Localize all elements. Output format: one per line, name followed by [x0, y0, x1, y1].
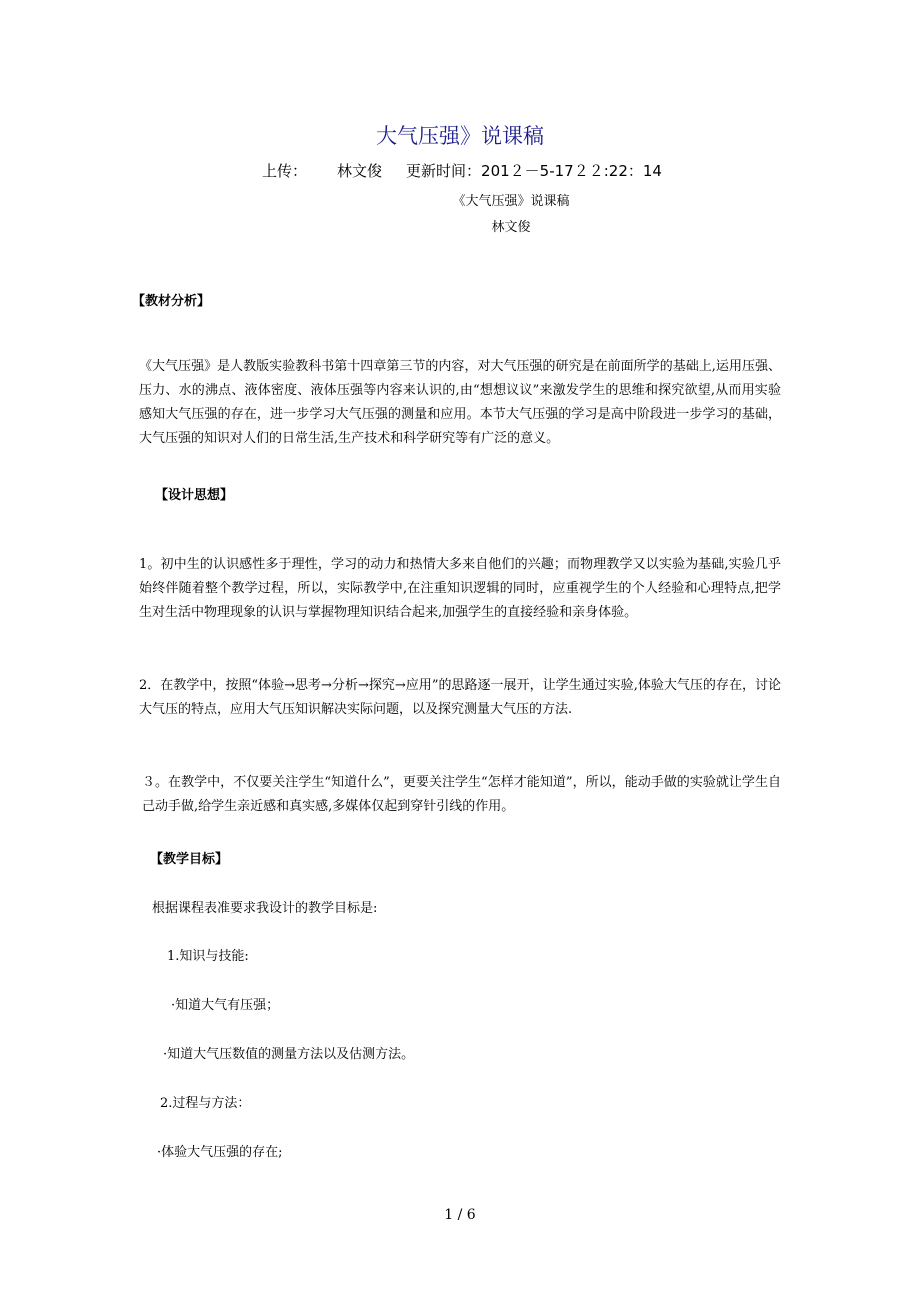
- process-item: ·体验大气压强的存在;: [157, 1145, 283, 1160]
- paragraph-analysis: 《大气压强》是人教版实验教科书第十四章第三节的内容，对大气压强的研究是在前面所学的基础上,运用压强、压力、水的沸点、液体密度、液体压强等内容来认识的,由“想想议议”来激发学生的思维和探究欲望,从而用实验感知大气压强的存在，进一步学习大气压强的测量和应用。本节大气压强的学习是高中阶段进一步学习的基础，大气压强的知识对人们的日常生活,生产技术和科学研究等有广泛的意义。: [139, 359, 781, 446]
- document-title: 大气压强》说课稿: [376, 124, 544, 148]
- update-label: 更新时间：: [406, 162, 482, 180]
- page-number: 1 / 6: [444, 1207, 476, 1223]
- heading-analysis: 【教材分析】: [132, 294, 211, 309]
- knowledge-item: ·知道大气有压强；: [171, 998, 280, 1013]
- upload-meta: [262, 160, 662, 181]
- author-name: 林文俊: [337, 162, 383, 180]
- heading-design: 【设计思想】: [155, 488, 234, 503]
- knowledge-label: 1.知识与技能:: [167, 949, 249, 964]
- process-label: 2.过程与方法：: [160, 1096, 251, 1111]
- paragraph-design-3: ３。在教学中，不仅要关注学生“知道什么”，更要关注学生“怎样才能知道”，所以，能动手做的实验就让学生自己动手做,给学生亲近感和真实感,多媒体仅起到穿针引线的作用。: [142, 775, 781, 814]
- goals-intro: 根据课程表准要求我设计的教学目标是:: [152, 901, 378, 916]
- paragraph-design-1: 1。初中生的认识感性多于理性，学习的动力和热情大多来自他们的兴趣；而物理教学又以实验为基础,实验几乎始终伴随着整个教学过程，所以，实际教学中,在注重知识逻辑的同时，应重视学生的个人经验和心理特点,把学生对生活中物理现象的认识与掌握物理知识结合起来,加强学生的直接经验和亲身体验。: [139, 557, 781, 620]
- knowledge-item: ·知道大气压数值的测量方法以及估测方法。: [163, 1047, 415, 1062]
- subtitle: 《大气压强》说课稿: [452, 194, 570, 209]
- update-time: 201２－5-17２２:22：14: [481, 162, 662, 180]
- upload-label: 上传：: [262, 162, 308, 180]
- heading-goals: 【教学目标】: [150, 852, 229, 867]
- paragraph-design-2: 2．在教学中，按照“体验→思考→分析→探究→应用”的思路逐一展开，让学生通过实验,体验大气压的存在，讨论大气压的特点，应用大气压知识解决实际问题，以及探究测量大气压的方法.: [139, 678, 781, 717]
- subtitle-author: 林文俊: [491, 220, 531, 235]
